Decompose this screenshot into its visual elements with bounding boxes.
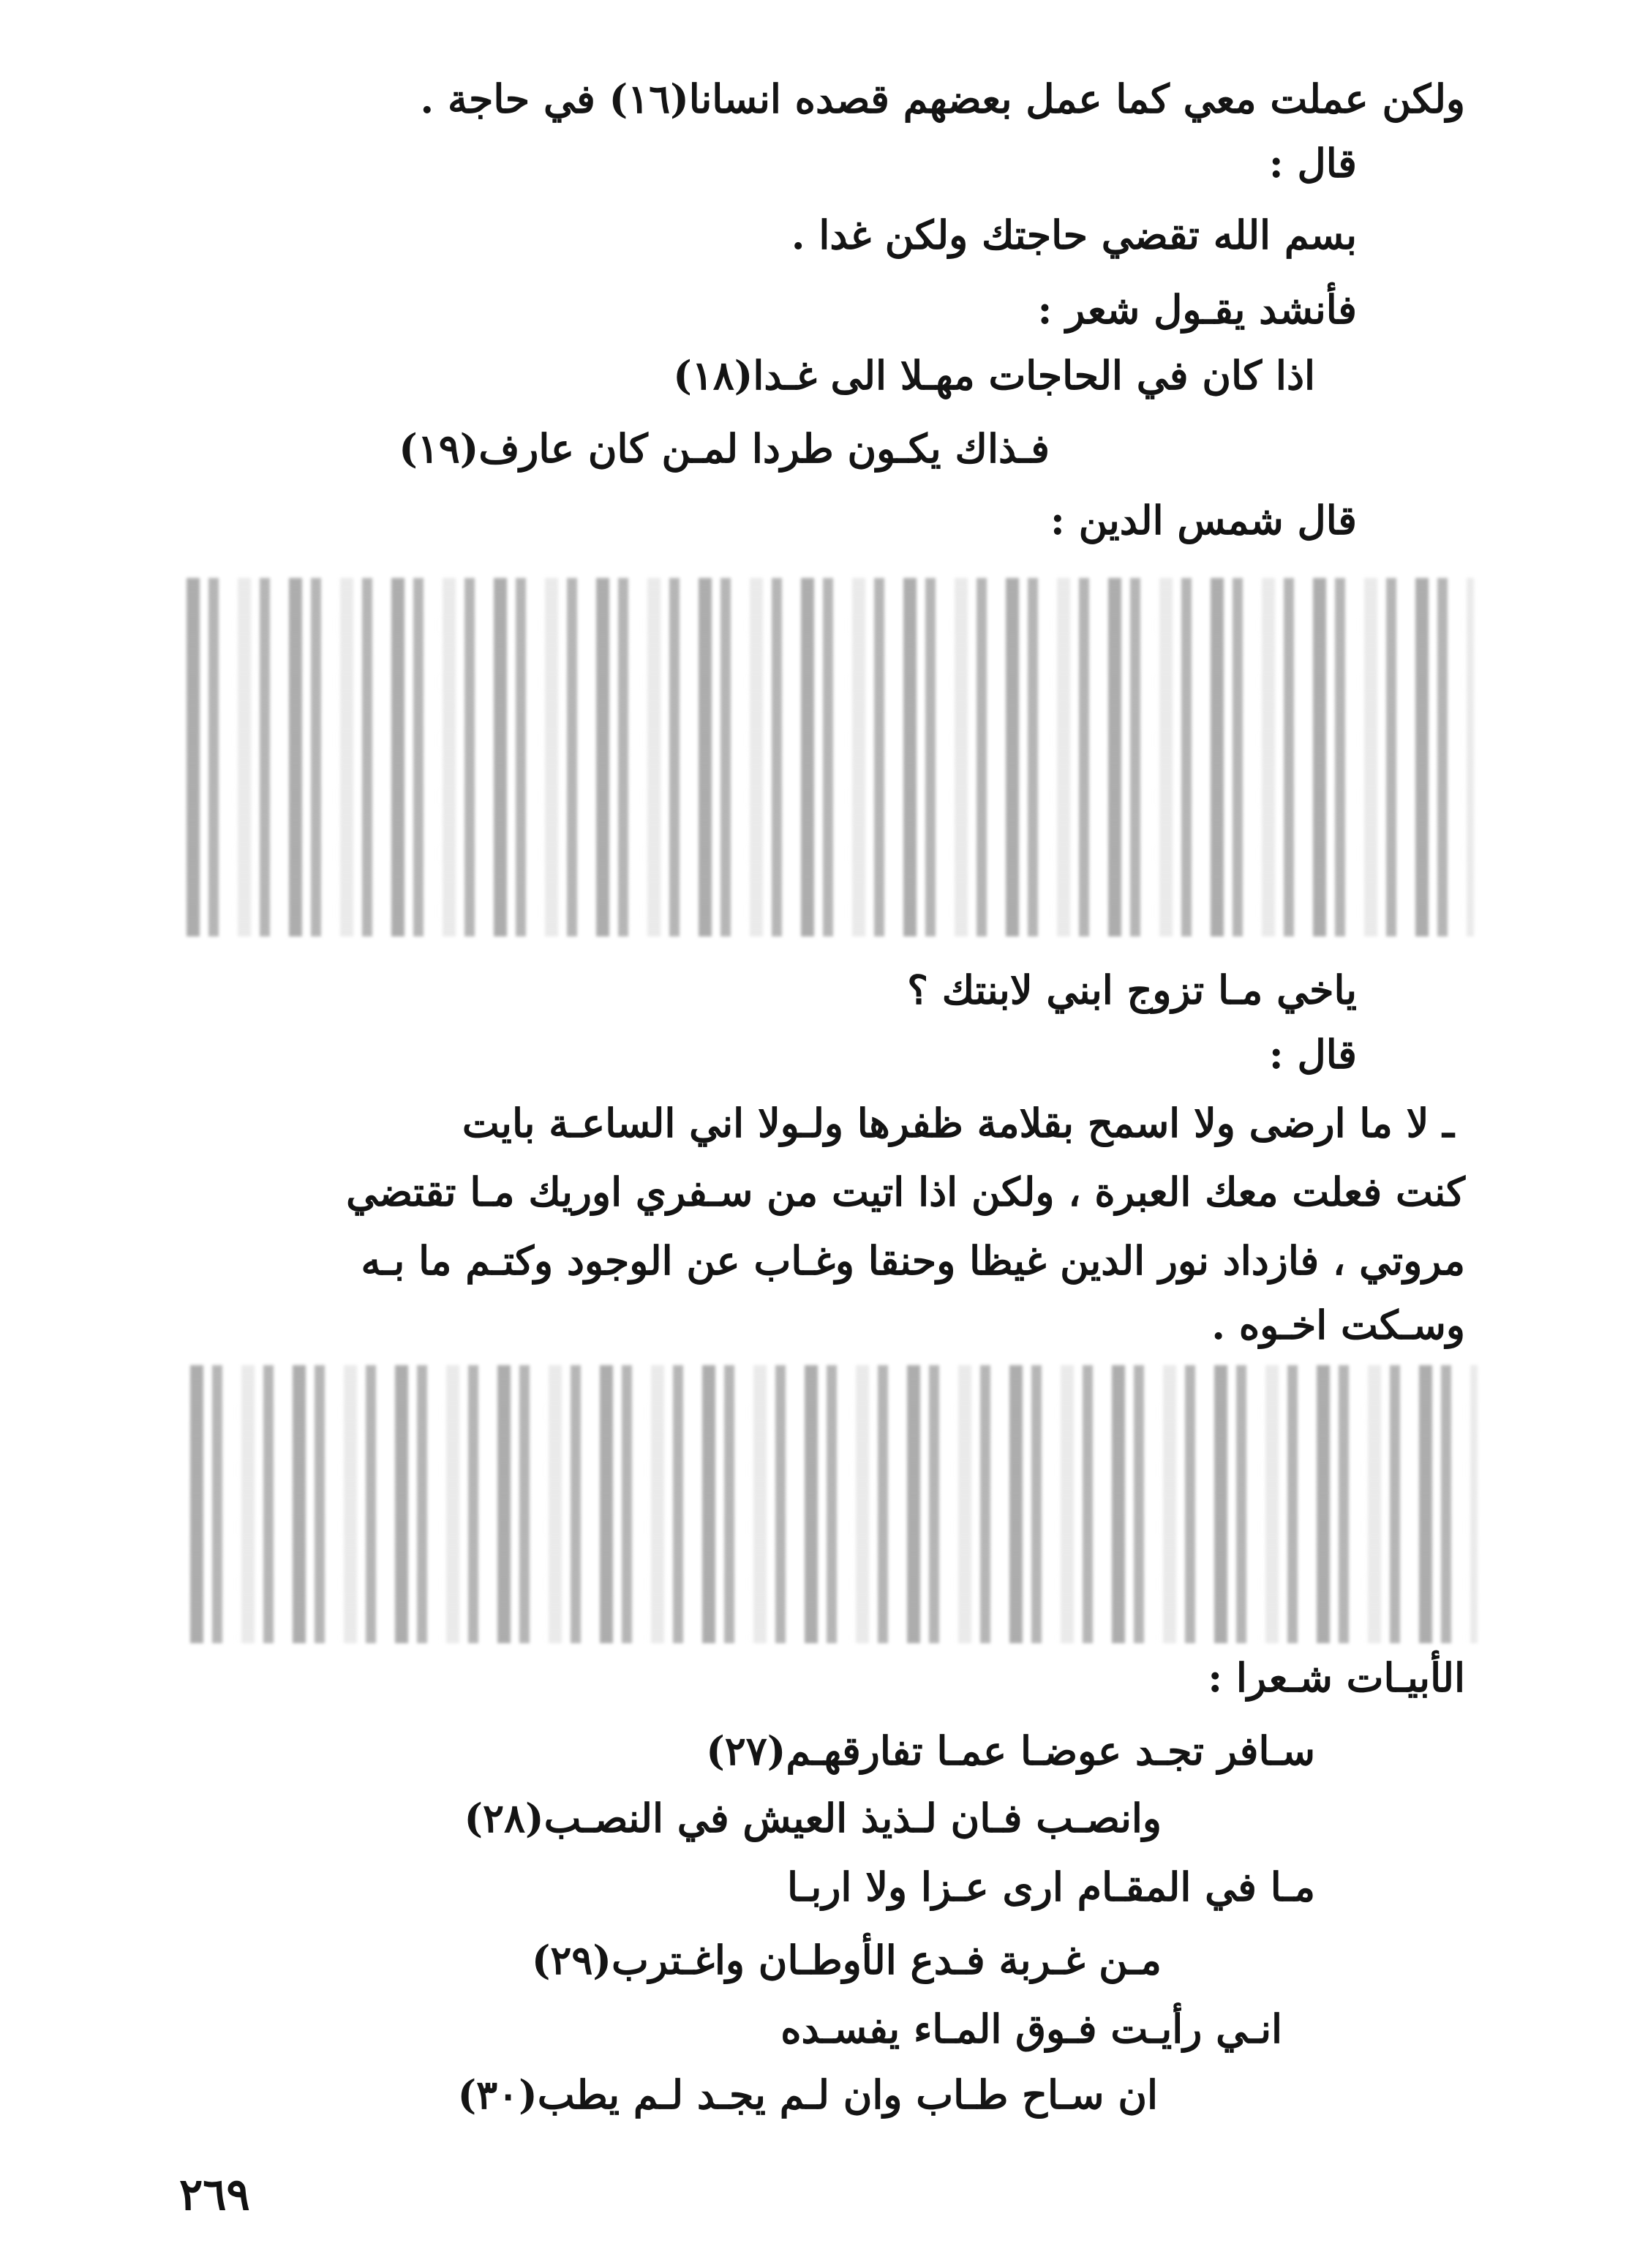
verse-line-5: مـا في المقـام ارى عـزا ولا اربـا: [787, 1863, 1315, 1910]
text-line-1: ولكن عملت معي كما عمل بعضهم قصده انسانا(١٦) في حاجة .: [420, 75, 1465, 122]
text-line-6: ياخي مـا تزوج ابني لابنتك ؟: [907, 966, 1357, 1013]
redacted-paragraph-2: [190, 1365, 1478, 1643]
redacted-paragraph-1: [187, 578, 1474, 936]
text-line-9: كنت فعلت معك العبرة ، ولكن اذا اتيت من سـفري اوريك مـا تقتضي: [346, 1168, 1465, 1215]
text-line-4: فأنشد يقـول شعر :: [1037, 286, 1357, 333]
text-line-7: قال :: [1268, 1031, 1357, 1078]
text-line-11: وسـكت اخـوه .: [1211, 1302, 1465, 1348]
verse-line-3: سـافر تجـد عوضـا عمـا تفارقهـم(٢٧): [706, 1727, 1315, 1774]
text-line-5: قال شمس الدين :: [1050, 497, 1357, 544]
verse-line-7: انـي رأيـت فـوق المـاء يفسـده: [780, 2005, 1282, 2052]
text-line-10: مروتي ، فازداد نور الدين غيظا وحنقا وغـاب عن الوجود وكتـم ما بـه: [361, 1237, 1465, 1284]
text-line-8: ـ لا ما ارضى ولا اسمح بقلامة ظفرها ولـولا اني الساعـة بايت: [462, 1100, 1454, 1146]
verse-line-8: ان سـاح طـاب وان لـم يجـد لـم يطب(٣٠): [457, 2071, 1158, 2118]
verse-line-6: مـن غـربة فـدع الأوطـان واغـترب(٢٩): [531, 1937, 1162, 1983]
verse-line-1: اذا كان في الحاجات مهـلا الى غـدا(١٨): [673, 352, 1315, 399]
verse-line-2: فـذاك يكـون طردا لمـن كان عارف(١٩): [399, 425, 1050, 472]
text-line-3: بسم الله تقضي حاجتك ولكن غدا .: [791, 211, 1357, 258]
text-line-12: الأبيـات شـعرا :: [1208, 1654, 1465, 1701]
verse-line-4: وانصـب فـان لـذيذ العيش في النصـب(٢٨): [464, 1795, 1162, 1841]
text-line-2: قال :: [1268, 140, 1357, 187]
page-number: ٢٦٩: [179, 2169, 250, 2220]
